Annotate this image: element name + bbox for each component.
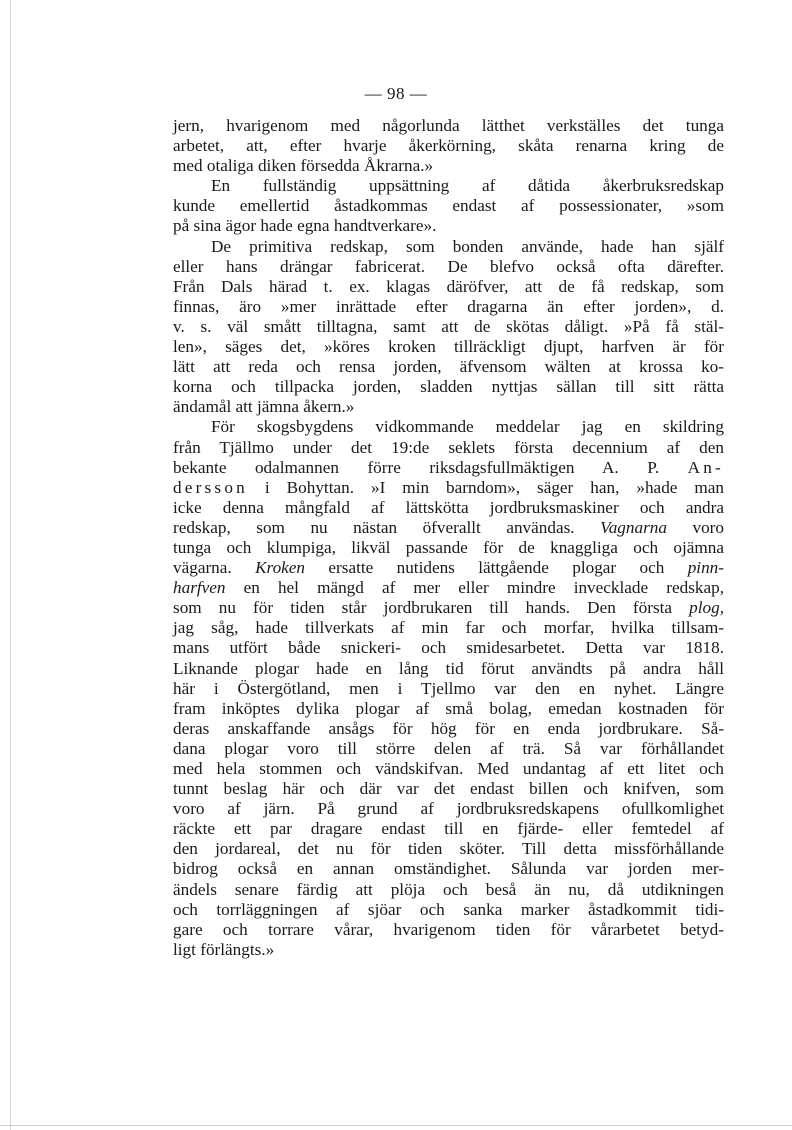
text-line: här i Östergötland, men i Tjellmo var den en nyhet. Längre bbox=[173, 678, 724, 698]
text-line: från Tjällmo under det 19:de seklets första decennium af den bbox=[173, 437, 724, 457]
text-line: räckte ett par dragare endast till en fjärde- eller femtedel af bbox=[173, 819, 724, 839]
text-run: en hel mängd af mer eller mindre invecklade redskap, bbox=[225, 578, 724, 598]
text-line: gare och torrare vårar, hvarigenom tiden för vårarbetet betyd- bbox=[173, 919, 724, 939]
text-line: den jordareal, det nu för tiden sköter. Till detta missförhållande bbox=[173, 839, 724, 859]
text-line bbox=[173, 598, 724, 618]
text-line: jag såg, hade tillverkats af min far och morfar, hvilka tillsam- bbox=[173, 618, 724, 638]
text-line: mans utfört både snickeri- och smidesarbetet. Detta var 1818. bbox=[173, 638, 724, 658]
page-bottom-edge bbox=[0, 1125, 792, 1126]
text-line: Liknande plogar hade en lång tid förut användts på andra håll bbox=[173, 658, 724, 678]
text-line: icke denna mångfald af lättskötta jordbruksmaskiner och andra bbox=[173, 497, 724, 517]
text-run: i Bohyttan. »I min barndom», säger han, »hade man bbox=[247, 477, 724, 497]
text-run: redskap, som nu nästan öfverallt användas. bbox=[173, 517, 601, 537]
text-line: jern, hvarigenom med någorlunda lätthet verkställes det tunga bbox=[173, 116, 724, 135]
text-line: fram inköptes dylika plogar af små bolag, emedan kostnaden för bbox=[173, 698, 724, 718]
italic-term: Vagnarna bbox=[600, 517, 667, 537]
text-line: ligt förlängts.» bbox=[173, 939, 275, 959]
text-run: voro bbox=[666, 517, 724, 537]
text-line: eller hans drängar fabricerat. De blefvo också ofta därefter. bbox=[173, 256, 724, 276]
page-left-edge bbox=[10, 0, 11, 1130]
text-run: som nu för tiden står jordbrukaren till hands. Den första bbox=[173, 598, 690, 618]
text-line: ändamål att jämna åkern.» bbox=[173, 397, 355, 417]
text-line: med otaliga diken försedda Åkrarna.» bbox=[173, 156, 434, 176]
text-line: korna och tillpacka jorden, sladden nyttjas sällan till sitt rätta bbox=[173, 377, 724, 397]
text-line: kunde emellertid åstadkommas endast af possessionater, »som bbox=[173, 196, 724, 216]
text-line: arbetet, att, efter hvarje åkerkörning, skåta renarna kring de bbox=[173, 136, 724, 156]
text-run: bekante odalmannen förre riksdagsfullmäktigen A. P. bbox=[173, 457, 688, 477]
text-line: För skogsbygdens vidkommande meddelar jag en skildring bbox=[211, 417, 724, 437]
italic-term: Kroken bbox=[255, 558, 306, 578]
spaced-name: An- bbox=[687, 457, 724, 477]
text-line: ändels senare färdig att plöja och beså än nu, då utdikningen bbox=[173, 879, 724, 899]
italic-term: harfven bbox=[173, 578, 226, 598]
text-line: tunga och klumpiga, likväl passande för de knaggliga och ojämna bbox=[173, 537, 724, 557]
text-line: dana plogar voro till större delen af trä. Så var förhållandet bbox=[173, 738, 724, 758]
text-line: len», säges det, »köres kroken tillräckligt djupt, harfven är för bbox=[173, 337, 724, 357]
text-line: voro af järn. På grund af jordbruksredskapens ofullkomlighet bbox=[173, 799, 724, 819]
text-line: En fullständig uppsättning af dåtida åkerbruksredskap bbox=[211, 176, 724, 196]
text-run: ersatte nutidens lättgående plogar och bbox=[305, 558, 688, 578]
text-line: Från Dals härad t. ex. klagas däröfver, att de få redskap, som bbox=[173, 276, 724, 296]
text-line: tunnt beslag här och där var det endast billen och knifven, som bbox=[173, 779, 724, 799]
page-number: — 98 — bbox=[364, 84, 428, 103]
text-line: bidrog också en annan omständighet. Sålunda var jorden mer- bbox=[173, 859, 724, 879]
italic-term: pinn- bbox=[687, 558, 724, 578]
text-line: på sina ägor hade egna handtverkare». bbox=[173, 216, 437, 236]
text-line: lätt att reda och rensa jorden, äfvensom wälten at krossa ko- bbox=[173, 357, 724, 377]
text-line: v. s. väl smått tilltagna, samt att de skötas dåligt. »På få stäl- bbox=[173, 316, 724, 336]
text-line bbox=[173, 518, 724, 538]
text-line: med hela stommen och vändskifvan. Med undantag af ett litet och bbox=[173, 759, 724, 778]
text-line bbox=[173, 478, 724, 498]
text-line: deras anskaffande ansågs för hög för en enda jordbrukare. Så- bbox=[173, 718, 724, 738]
text-line: finnas, äro »mer inrättade efter dragarna än efter jorden», d. bbox=[173, 296, 724, 316]
text-line bbox=[173, 458, 724, 478]
text-run: vägarna. bbox=[173, 558, 256, 578]
text-line bbox=[173, 578, 724, 598]
spaced-name: dersson bbox=[173, 477, 248, 497]
body-text bbox=[173, 116, 724, 960]
text-line bbox=[173, 558, 724, 578]
text-line: De primitiva redskap, som bonden använde, hade han själf bbox=[211, 236, 724, 256]
text-line: och torrläggningen af sjöar och sanka marker åstadkommit tidi- bbox=[173, 899, 724, 919]
italic-term: plog, bbox=[689, 598, 724, 618]
